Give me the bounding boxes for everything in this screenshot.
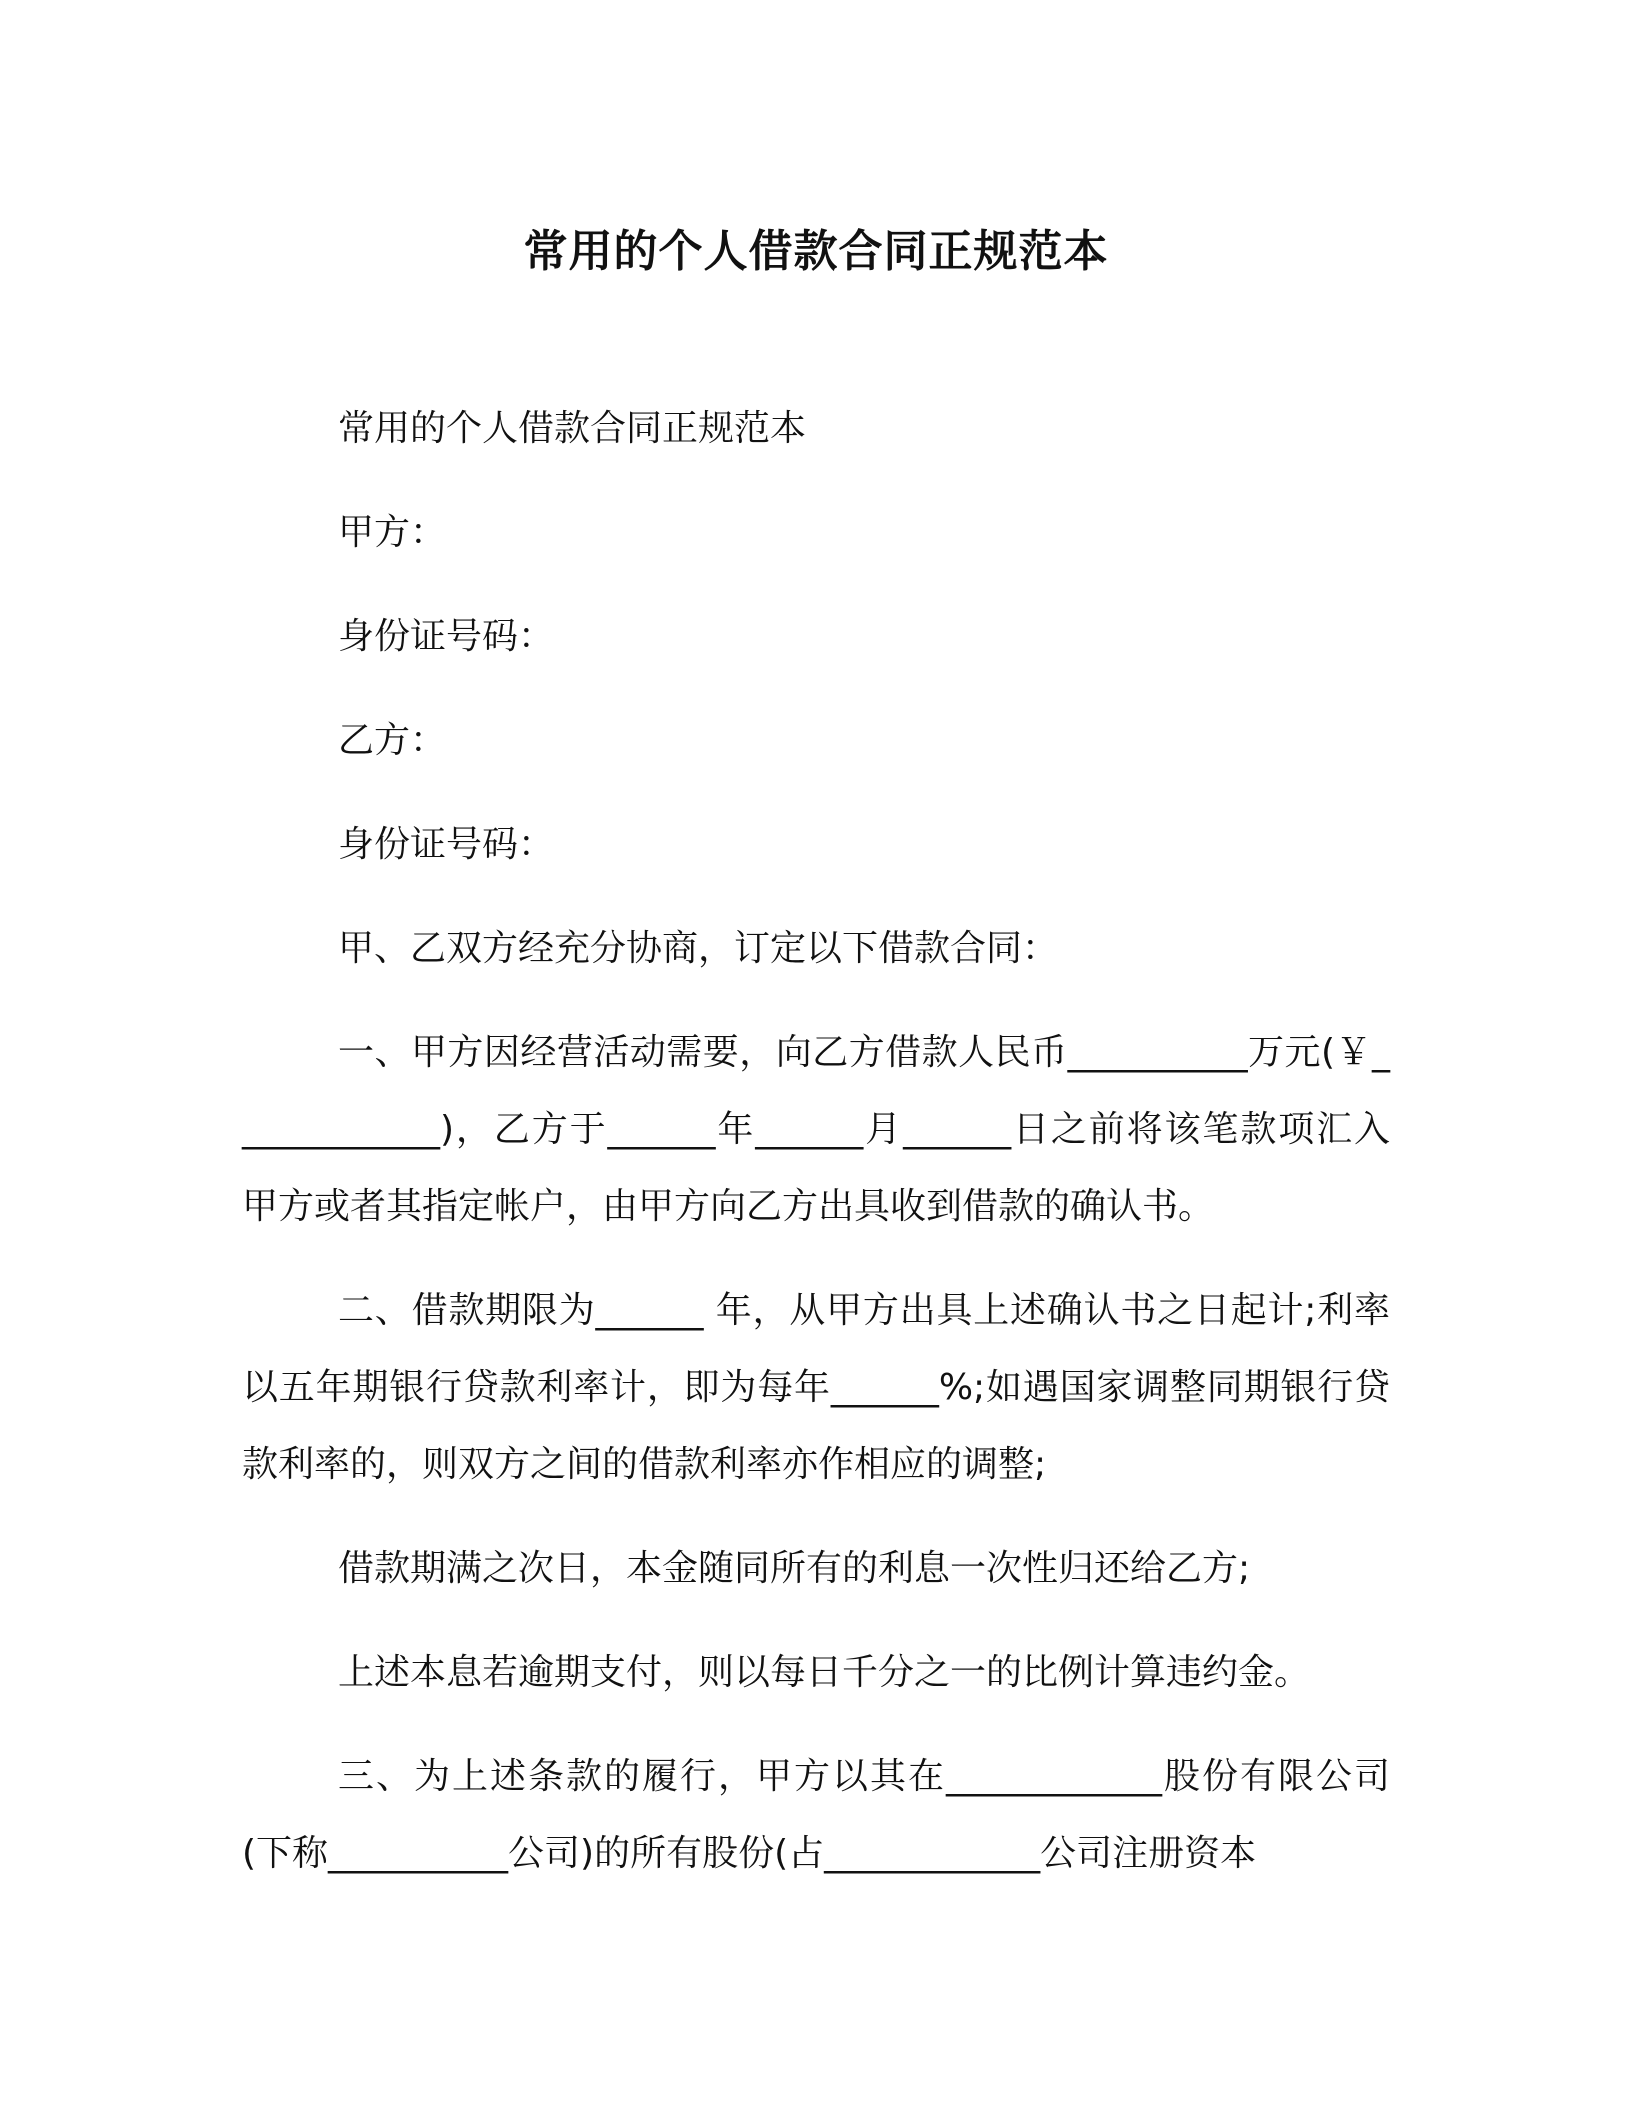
clause-3: 三、为上述条款的履行，甲方以其在____________股份有限公司(下称__________公司)的所有股份(占____________公司注册资本 bbox=[242, 1756, 1390, 1874]
clause-2-penalty: 上述本息若逾期支付，则以每日千分之一的比例计算违约金。 bbox=[338, 1652, 1311, 1693]
preamble: 甲、乙双方经充分协商，订定以下借款合同： bbox=[338, 928, 1059, 969]
clause-2-repayment: 借款期满之次日，本金随同所有的利息一次性归还给乙方; bbox=[338, 1548, 1251, 1589]
clause-2: 二、借款期限为______ 年，从甲方出具上述确认书之日起计;利率以五年期银行贷款利率计，即为每年______%;如遇国家调整同期银行贷款利率的，则双方之间的借款利率亦作相应的调整; bbox=[242, 1290, 1390, 1485]
clause-1: 一、甲方因经营活动需要，向乙方借款人民币__________万元(￥____________)，乙方于______年______月______日之前将该笔款项汇入甲方或者其指定帐户，由甲方向乙方出具收到借款的确认书。 bbox=[242, 1032, 1390, 1227]
document-body bbox=[242, 390, 1390, 1919]
party-a-label: 甲方： bbox=[338, 512, 447, 553]
document-subtitle: 常用的个人借款合同正规范本 bbox=[338, 408, 807, 449]
party-b-id-label: 身份证号码： bbox=[338, 824, 555, 865]
party-b-label: 乙方： bbox=[338, 720, 447, 761]
document-title: 常用的个人借款合同正规范本 bbox=[523, 226, 1109, 277]
party-a-id-label: 身份证号码： bbox=[338, 616, 555, 657]
